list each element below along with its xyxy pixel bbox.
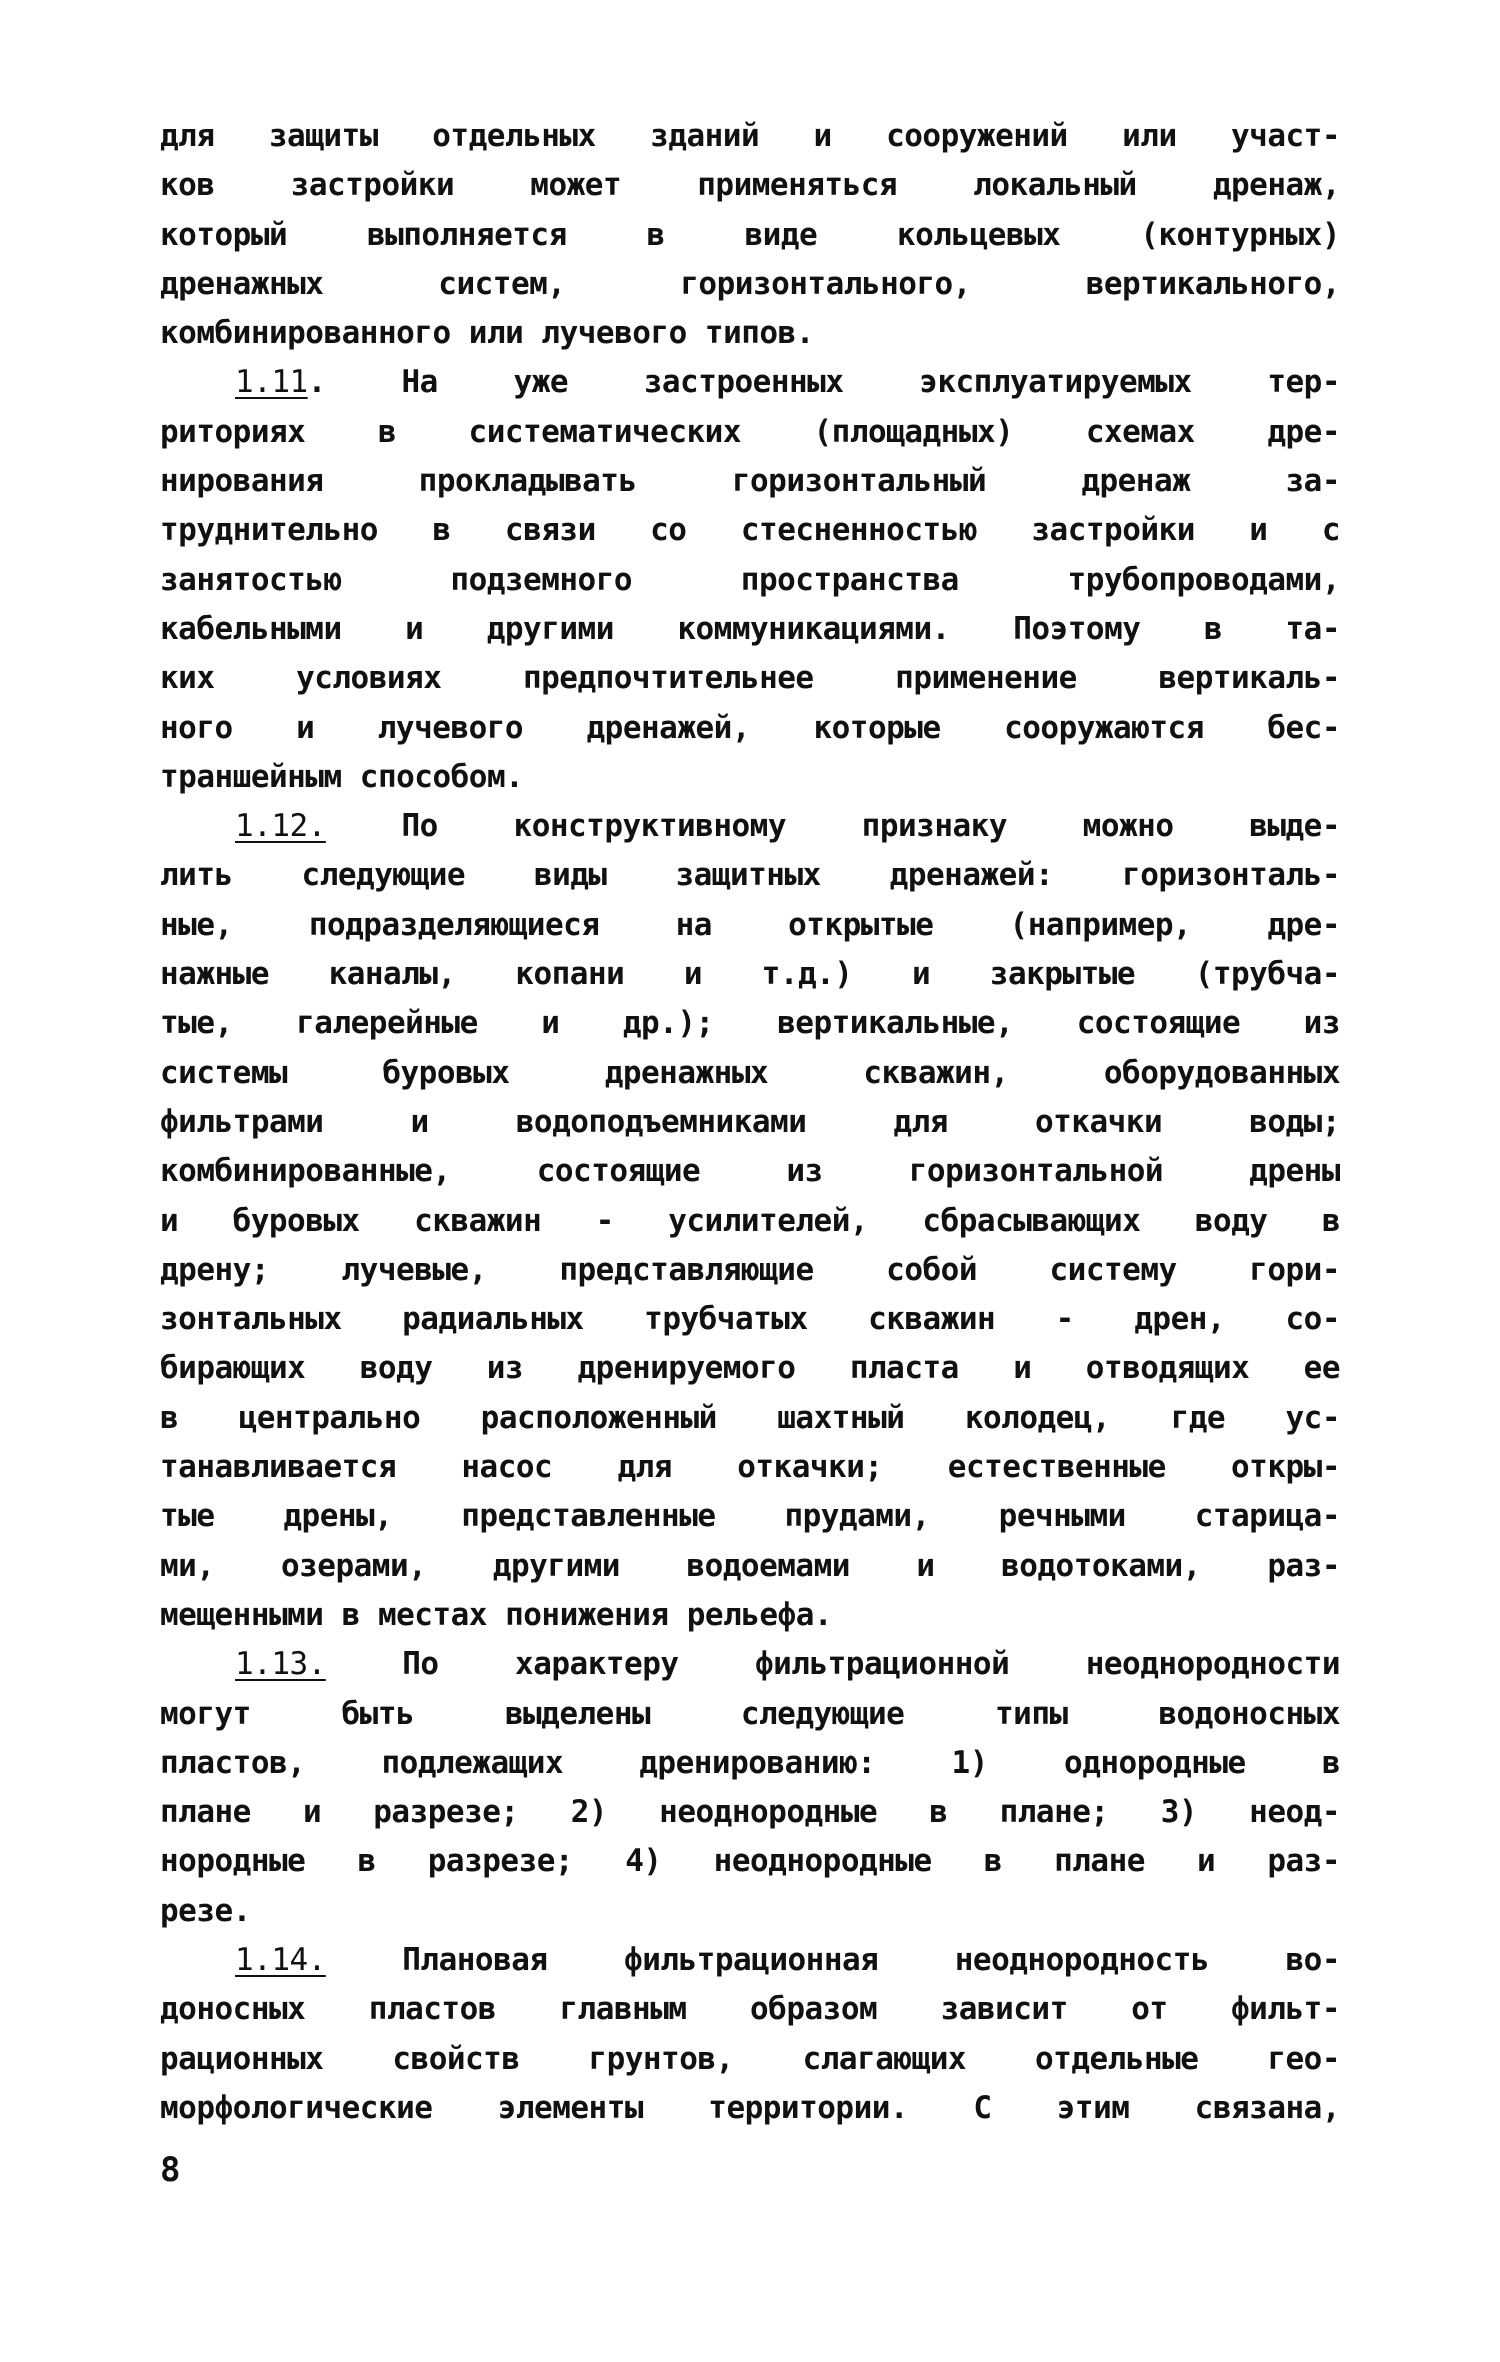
line-text: который выполняется в виде кольцевых (контурных) bbox=[160, 216, 1340, 253]
text-line bbox=[160, 1492, 1340, 1541]
text-line bbox=[160, 999, 1340, 1048]
text-line bbox=[160, 1098, 1340, 1147]
text-line bbox=[160, 1394, 1340, 1443]
text-line bbox=[160, 408, 1340, 457]
line-text: комбинированного или лучевого типов. bbox=[160, 315, 814, 352]
text-line bbox=[160, 211, 1340, 260]
text-line bbox=[160, 556, 1340, 605]
paragraph-start-line bbox=[160, 1640, 1340, 1689]
text-line bbox=[160, 1197, 1340, 1246]
line-text: нажные каналы, копани и т.д.) и закрытые (трубча- bbox=[160, 956, 1340, 993]
line-text: фильтрами и водоподъемниками для откачки воды; bbox=[160, 1103, 1340, 1140]
line-text: ми, озерами, другими водоемами и водотоками, раз- bbox=[160, 1547, 1340, 1584]
text-line bbox=[160, 1887, 1340, 1936]
text-line bbox=[160, 309, 1340, 358]
line-text: доносных пластов главным образом зависит от фильт- bbox=[160, 1991, 1340, 2028]
section-number: 1.11 bbox=[235, 364, 308, 401]
text-line bbox=[160, 901, 1340, 950]
text-line bbox=[160, 112, 1340, 161]
text-line bbox=[160, 1837, 1340, 1886]
line-text: нородные в разрезе; 4) неоднородные в плане и раз- bbox=[160, 1843, 1340, 1880]
text-line bbox=[160, 1147, 1340, 1196]
body-text bbox=[160, 112, 1340, 2133]
line-text: дрену; лучевые, представляющие собой систему гори- bbox=[160, 1251, 1340, 1288]
text-line bbox=[160, 1344, 1340, 1393]
line-text: комбинированные, состоящие из горизонтальной дрены bbox=[160, 1153, 1340, 1190]
paragraph-start-line bbox=[160, 802, 1340, 851]
text-line bbox=[160, 1542, 1340, 1591]
text-line bbox=[160, 1690, 1340, 1739]
line-text: могут быть выделены следующие типы водоносных bbox=[160, 1695, 1340, 1732]
text-line bbox=[160, 457, 1340, 506]
line-text: бирающих воду из дренируемого пласта и отводящих ее bbox=[160, 1350, 1340, 1387]
line-text: труднительно в связи со стесненностью застройки и с bbox=[160, 512, 1340, 549]
paragraph-start-line bbox=[160, 1936, 1340, 1985]
line-text: зонтальных радиальных трубчатых скважин - дрен, со- bbox=[160, 1301, 1340, 1338]
text-line bbox=[160, 1246, 1340, 1295]
text-line bbox=[160, 654, 1340, 703]
section-number: 1.13. bbox=[235, 1646, 326, 1683]
text-line bbox=[160, 1788, 1340, 1837]
line-text: траншейным способом. bbox=[160, 758, 524, 795]
line-text: резе. bbox=[160, 1892, 251, 1929]
line-text: ные, подразделяющиеся на открытые (например, дре- bbox=[160, 906, 1340, 943]
line-text: в центрально расположенный шахтный колодец, где ус- bbox=[160, 1399, 1340, 1436]
text-line bbox=[160, 161, 1340, 210]
line-text: Плановая фильтрационная неоднородность во- bbox=[325, 1941, 1340, 1978]
line-text: тые, галерейные и др.); вертикальные, состоящие из bbox=[160, 1005, 1340, 1042]
text-line bbox=[160, 260, 1340, 309]
text-line bbox=[160, 753, 1340, 802]
line-text: мещенными в местах понижения рельефа. bbox=[160, 1596, 833, 1633]
line-text: занятостью подземного пространства трубопроводами, bbox=[160, 561, 1340, 598]
line-text: кабельными и другими коммуникациями. Поэтому в та- bbox=[160, 610, 1340, 647]
line-text: плане и разрезе; 2) неоднородные в плане; 3) неод- bbox=[160, 1794, 1340, 1831]
text-line bbox=[160, 2035, 1340, 2084]
line-text: пластов, подлежащих дренированию: 1) однородные в bbox=[160, 1744, 1340, 1781]
line-text: морфологические элементы территории. С этим связана, bbox=[160, 2089, 1340, 2126]
line-text: По конструктивному признаку можно выде- bbox=[325, 808, 1340, 845]
line-text: рационных свойств грунтов, слагающих отдельные гео- bbox=[160, 2040, 1340, 2077]
line-text: танавливается насос для откачки; естественные откры- bbox=[160, 1449, 1340, 1486]
text-line bbox=[160, 2084, 1340, 2133]
section-number: 1.14. bbox=[235, 1941, 326, 1978]
section-number: 1.12. bbox=[235, 808, 326, 845]
line-text: и буровых скважин - усилителей, сбрасывающих воду в bbox=[160, 1202, 1340, 1239]
line-text: нирования прокладывать горизонтальный дренаж за- bbox=[160, 463, 1340, 500]
text-line bbox=[160, 1591, 1340, 1640]
text-line bbox=[160, 1049, 1340, 1098]
line-text: ких условиях предпочтительнее применение вертикаль- bbox=[160, 660, 1340, 697]
line-text: для защиты отдельных зданий и сооружений или участ- bbox=[160, 118, 1340, 154]
text-line bbox=[160, 605, 1340, 654]
text-line bbox=[160, 704, 1340, 753]
line-text: лить следующие виды защитных дренажей: горизонталь- bbox=[160, 857, 1340, 894]
line-text: ков застройки может применяться локальный дренаж, bbox=[160, 167, 1340, 204]
line-text: системы буровых дренажных скважин, оборудованных bbox=[160, 1054, 1340, 1091]
line-text: По характеру фильтрационной неоднородности bbox=[325, 1646, 1340, 1683]
text-line bbox=[160, 950, 1340, 999]
text-line bbox=[160, 506, 1340, 555]
line-text: ного и лучевого дренажей, которые сооружаются бес- bbox=[160, 709, 1340, 746]
line-text: риториях в систематических (площадных) схемах дре- bbox=[160, 413, 1340, 450]
line-text: тые дрены, представленные прудами, речными старица- bbox=[160, 1498, 1340, 1535]
text-line bbox=[160, 851, 1340, 900]
text-line bbox=[160, 1443, 1340, 1492]
page-number: 8 bbox=[160, 2150, 181, 2190]
text-line bbox=[160, 1295, 1340, 1344]
line-text: дренажных систем, горизонтального, вертикального, bbox=[160, 265, 1340, 302]
paragraph-start-line bbox=[160, 358, 1340, 407]
text-line bbox=[160, 1739, 1340, 1788]
line-text: . На уже застроенных эксплуатируемых тер- bbox=[307, 364, 1340, 401]
text-line bbox=[160, 1985, 1340, 2034]
